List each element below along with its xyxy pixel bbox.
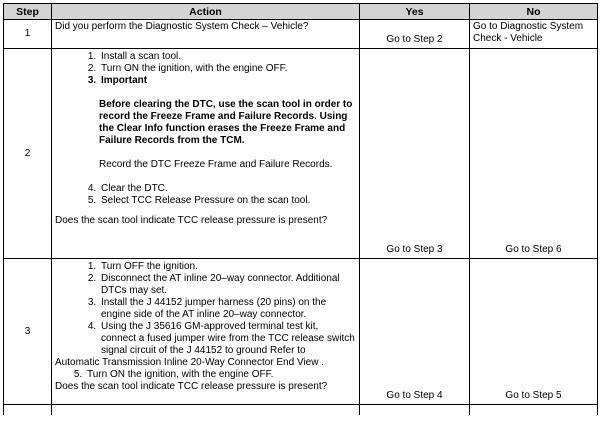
header-action: Action [52, 4, 360, 20]
reference-text: Automatic Transmission Inline 20-Way Connector End View . [55, 357, 325, 368]
header-row [4, 4, 598, 20]
action-steps [55, 51, 356, 87]
list-item: 3. Install the J 44152 jumper harness (20 pins) on the engine side of the AT inline 20–way connector. [99, 297, 356, 321]
question-text: Does the scan tool indicate TCC release pressure is present? [55, 215, 328, 226]
record-instruction: Record the DTC Freeze Frame and Failure Records. [99, 159, 333, 170]
table-row [4, 259, 598, 405]
yes-result: Go to Step 3 [360, 49, 470, 259]
header-yes: Yes [360, 4, 470, 20]
no-result: Go to Step 6 [470, 49, 598, 259]
action-cell: Did you perform the Diagnostic System Check – Vehicle? [52, 20, 360, 49]
header-no: No [470, 4, 598, 20]
yes-result: Go to Step 4 [360, 259, 470, 405]
list-item: 2. Turn ON the ignition, with the engine OFF. [99, 63, 356, 75]
table-row-cutoff [4, 405, 598, 416]
step-number: 1 [4, 20, 52, 49]
table-row [4, 49, 598, 259]
list-item: 3. Important [99, 75, 356, 87]
action-steps [55, 183, 356, 207]
list-item: 4. Clear the DTC. [99, 183, 356, 195]
no-result: Go to Diagnostic System Check - Vehicle [470, 20, 598, 49]
table-row [4, 20, 598, 49]
list-item: 4. Using the J 35616 GM-approved terminal test kit, connect a fused jumper wire from the TCC release switch signal circuit of the J 44152 to ground Refer to [99, 321, 356, 357]
list-item: 2. Disconnect the AT inline 20–way connector. Additional DTCs may set. [99, 273, 356, 297]
yes-result: Go to Step 2 [360, 20, 470, 49]
action-cell [52, 259, 360, 405]
important-note: Before clearing the DTC, use the scan tool in order to record the Freeze Frame and Failure Records. Using the Clear Info function erases the Freeze Frame and Failure Records from the TCM. [99, 99, 353, 146]
header-step: Step [4, 4, 52, 20]
list-item: 5. Select TCC Release Pressure on the scan tool. [99, 195, 356, 207]
action-cell [52, 49, 360, 259]
question-text: Does the scan tool indicate TCC release pressure is present? [55, 381, 328, 392]
diagnostic-table [3, 3, 598, 415]
no-result: Go to Step 5 [470, 259, 598, 405]
list-item: 1. Install a scan tool. [99, 51, 356, 63]
step-number: 3 [4, 259, 52, 405]
step-number: 2 [4, 49, 52, 259]
action-steps [55, 369, 356, 381]
list-item: 5. Turn ON the ignition, with the engine OFF. [85, 369, 356, 381]
action-steps [55, 261, 356, 357]
list-item: 1. Turn OFF the ignition. [99, 261, 356, 273]
